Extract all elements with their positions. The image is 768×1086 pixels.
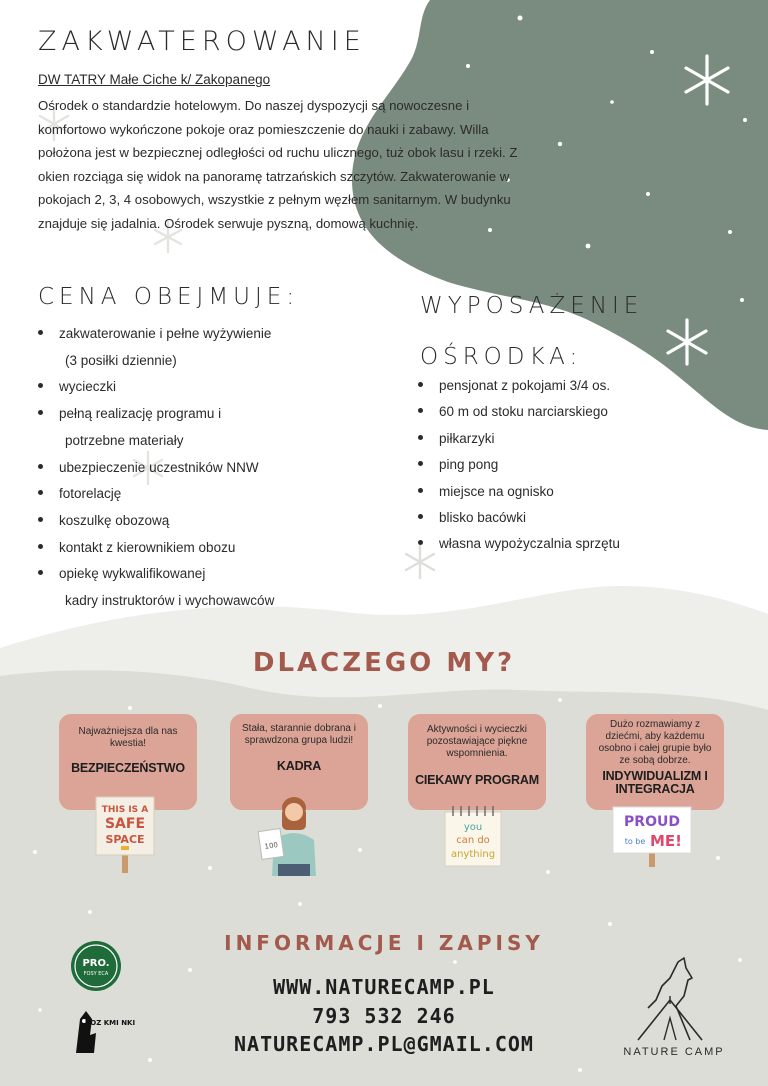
nature-camp-wolf-logo-icon: [626, 956, 724, 1044]
accommodation-place: DW TATRY Małe Ciche k/ Zakopanego: [38, 72, 271, 87]
list-item: kontakt z kierownikiem obozu: [38, 535, 368, 562]
svg-text:SAFE: SAFE: [104, 816, 146, 832]
you-can-do-anything-icon: [441, 802, 505, 870]
card-text: Dużo rozmawiamy z dziećmi, aby każdemu osobno i całej grupie było ze sobą dobrze.: [598, 719, 712, 766]
proud-to-be-me-sign-icon: [611, 805, 693, 867]
accommodation-title: ZAKWATEROWANIE: [38, 26, 366, 57]
list-item: piłkarzyki: [418, 426, 738, 452]
svg-text:PRO.: PRO.: [82, 958, 110, 969]
nature-camp-logo-text: NATURE CAMP: [623, 1046, 725, 1058]
svg-text:THIS IS A: THIS IS A: [101, 805, 149, 815]
info-title: INFORMACJE I ZAPISY: [224, 931, 544, 955]
price-title: CENA OBEJMUJE:: [38, 284, 300, 310]
svg-text:FOSY ECA: FOSY ECA: [83, 971, 109, 977]
rozkminki-logo-icon: [70, 1005, 136, 1057]
list-item: blisko bacówki: [418, 505, 738, 531]
list-item: miejsce na ognisko: [418, 479, 738, 505]
card-text: Aktywności i wycieczki pozostawiające piękne wspomnienia.: [426, 724, 528, 759]
svg-text:PROUD: PROUD: [624, 814, 680, 830]
card-text: Stała, starannie dobrana i sprawdzona grupa ludzi!: [242, 723, 356, 746]
svg-text:can do: can do: [456, 835, 490, 846]
safe-space-sign-icon: [94, 793, 156, 873]
profosteca-logo-icon: [70, 940, 122, 992]
list-item: własna wypożyczalnia sprzętu: [418, 531, 738, 557]
list-item: 60 m od stoku narciarskiego: [418, 399, 738, 425]
accommodation-description: Ośrodek o standardzie hotelowym. Do naszej dyspozycji są nowoczesne i komfortowo wykończone pokoje oraz pomieszczenie do nauki i zabawy. Willa położona jest w bezpiecznej odległości od ruchu ulicznego, tuż obok lasu i rzeki. Z okien rozciąga się widok na panoramę tatrzańskich szczytów. Zakwaterowanie w pokojach 2, 3, 4 osobowych, wszystkie z pełnym węzłem sanitarnym. W budynku znajduje się jadalnia. Ośrodek serwuje pyszną, domową kuchnię.: [38, 98, 518, 231]
phone-number[interactable]: 793 532 246: [312, 1004, 456, 1028]
card-label: BEZPIECZEŃSTWO: [71, 761, 185, 775]
list-item: ping pong: [418, 452, 738, 478]
card-label: KADRA: [276, 759, 322, 773]
list-item: zakwaterowanie i pełne wyżywienie (3 posiłki dziennie): [38, 321, 368, 374]
list-item: wycieczki: [38, 374, 368, 401]
list-item: pełną realizację programu i potrzebne materiały: [38, 401, 368, 454]
svg-text:anything: anything: [450, 849, 496, 860]
equipment-title-line2: OŚRODKA:: [420, 344, 583, 370]
list-item: fotorelację: [38, 481, 368, 508]
staff-person-icon: [256, 794, 326, 876]
card-program: [408, 714, 546, 810]
svg-text:you: you: [463, 822, 483, 833]
list-item: ubezpieczenie uczestników NNW: [38, 455, 368, 482]
card-label: CIEKAWY PROGRAM: [415, 773, 539, 787]
why-title: DLACZEGO MY?: [252, 648, 516, 678]
equipment-title-line1: WYPOSAŻENIE: [420, 293, 644, 319]
equipment-title: [420, 281, 643, 383]
price-list: [38, 321, 368, 615]
card-integration: [586, 714, 724, 810]
svg-text:ME!: ME!: [649, 832, 683, 850]
email-link[interactable]: NATURECAMP.PL@GMAIL.COM: [234, 1032, 534, 1056]
equipment-list: [418, 373, 738, 558]
card-text: Najważniejsza dla nas kwestia!: [78, 726, 178, 749]
svg-text:to be: to be: [624, 837, 646, 846]
card-label: INDYWIDUALIZM I INTEGRACJA: [602, 769, 708, 796]
svg-text:100: 100: [264, 841, 279, 851]
list-item: opiekę wykwalifikowanej kadry instruktorów i wychowawców: [38, 561, 368, 614]
website-link[interactable]: WWW.NATURECAMP.PL: [273, 975, 495, 999]
list-item: koszulkę obozową: [38, 508, 368, 535]
svg-text:ROZ KMI NKI: ROZ KMI NKI: [84, 1019, 136, 1027]
list-item: pensjonat z pokojami 3/4 os.: [418, 373, 738, 399]
svg-text:SPACE: SPACE: [105, 833, 145, 846]
